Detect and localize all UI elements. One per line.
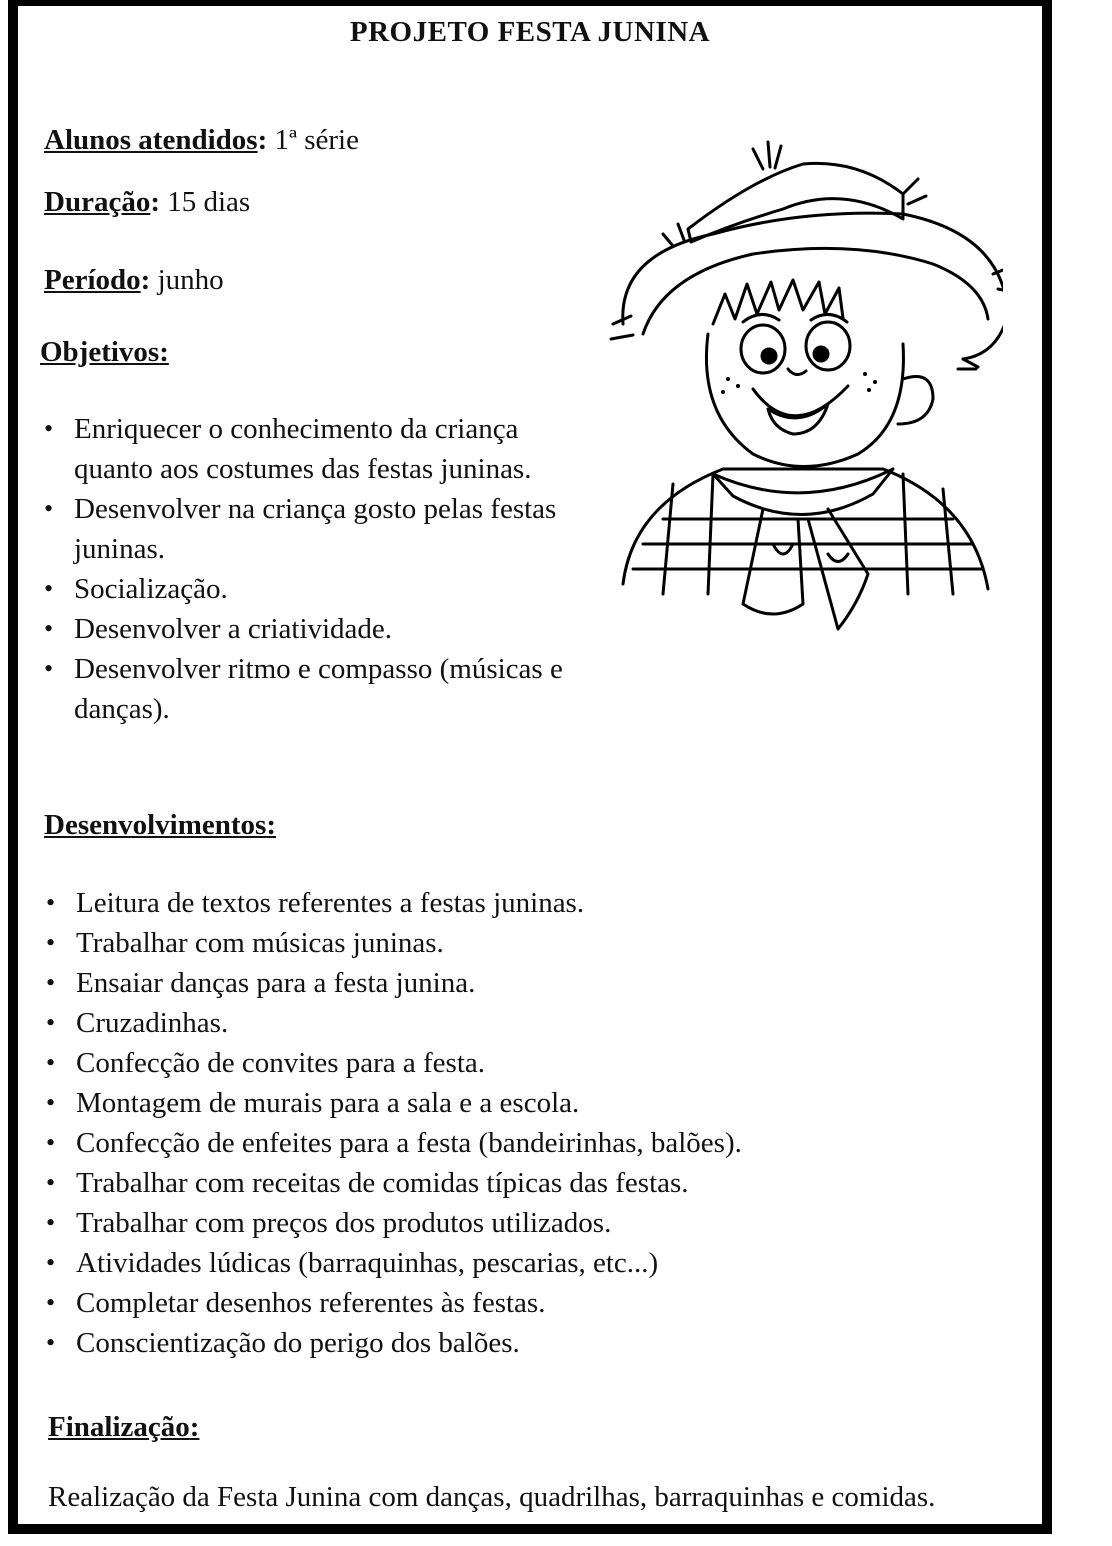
periodo-label: Período: [44, 264, 141, 296]
document-page: [8, 0, 1052, 1534]
list-item: • Desenvolver ritmo e compasso (músicas e danças).: [42, 649, 572, 729]
list-item: • Atividades lúdicas (barraquinhas, pescarias, etc...): [44, 1243, 1044, 1283]
document-title: PROJETO FESTA JUNINA: [349, 16, 711, 48]
objetivos-heading: Objetivos:: [40, 336, 169, 368]
list-item: • Socialização.: [42, 569, 572, 609]
list-item: • Trabalhar com preços dos produtos utilizados.: [44, 1203, 1044, 1243]
list-item: • Desenvolver a criatividade.: [42, 609, 572, 649]
periodo-field: Período: junho: [44, 264, 224, 296]
list-item: • Confecção de convites para a festa.: [44, 1043, 1044, 1083]
list-item: • Ensaiar danças para a festa junina.: [44, 963, 1044, 1003]
finalizacao-heading: Finalização:: [48, 1411, 200, 1443]
list-item: • Desenvolver na criança gosto pelas festas juninas.: [42, 489, 572, 569]
list-item: • Enriquecer o conhecimento da criança quanto aos costumes das festas juninas.: [42, 409, 572, 489]
duracao-label: Duração: [44, 186, 151, 218]
desenvolvimentos-heading: Desenvolvimentos:: [44, 809, 276, 841]
list-item: • Montagem de murais para a sala e a escola.: [44, 1083, 1044, 1123]
list-item: • Completar desenhos referentes às festas.: [44, 1283, 1044, 1323]
alunos-value: 1ª série: [274, 124, 359, 156]
list-item: • Leitura de textos referentes a festas juninas.: [44, 883, 1044, 923]
objetivos-heading-text: Objetivos: [40, 336, 160, 368]
list-item: • Conscientização do perigo dos balões.: [44, 1323, 1044, 1363]
alunos-label: Alunos atendidos: [44, 124, 258, 156]
duracao-field: Duração: 15 dias: [44, 186, 251, 218]
desenvolvimentos-list: [44, 883, 1044, 1363]
list-item: • Cruzadinhas.: [44, 1003, 1044, 1043]
list-item: • Confecção de enfeites para a festa (bandeirinhas, balões).: [44, 1123, 1044, 1163]
objetivos-list: [42, 409, 572, 729]
finalizacao-heading-text: Finalização: [48, 1411, 190, 1443]
list-item: • Trabalhar com receitas de comidas típicas das festas.: [44, 1163, 1044, 1203]
finalizacao-text: Realização da Festa Junina com danças, quadrilhas, barraquinhas e comidas.: [48, 1481, 936, 1513]
desenvolvimentos-heading-text: Desenvolvimentos: [44, 809, 267, 841]
periodo-value: junho: [157, 264, 224, 296]
alunos-field: Alunos atendidos: 1ª série: [44, 124, 359, 156]
duracao-value: 15 dias: [167, 186, 251, 218]
caipira-boy-straw-hat-icon: [603, 124, 1003, 644]
list-item: • Trabalhar com músicas juninas.: [44, 923, 1044, 963]
